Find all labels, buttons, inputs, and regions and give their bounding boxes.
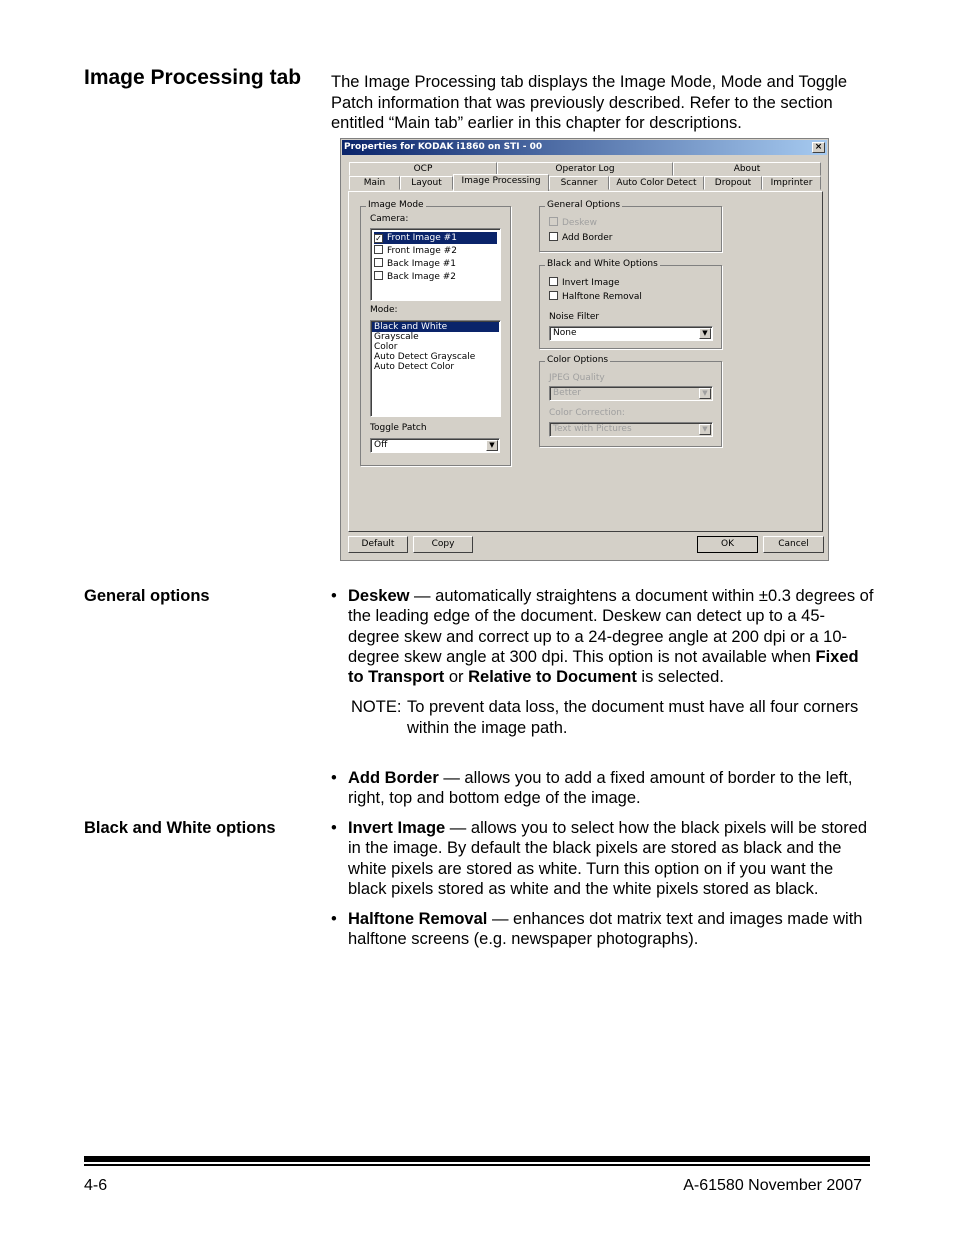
copy-button[interactable]: Copy — [413, 536, 473, 553]
bullet-icon: • — [331, 910, 337, 929]
checkbox-icon[interactable] — [549, 277, 558, 286]
chevron-down-icon[interactable]: ▼ — [699, 424, 711, 435]
deskew-term: Deskew — [348, 587, 410, 605]
general-options-heading: General options — [84, 587, 210, 605]
chevron-down-icon[interactable]: ▼ — [699, 328, 711, 339]
camera-item-back-2[interactable]: Back Image #2 — [374, 271, 497, 283]
tab-imprinter[interactable]: Imprinter — [762, 176, 821, 190]
tab-operator-log[interactable]: Operator Log — [497, 162, 673, 176]
dialog-title: Properties for KODAK i1860 on STI - 00 — [344, 142, 543, 152]
invert-image-checkbox[interactable]: Invert Image — [549, 277, 620, 288]
checkbox-icon[interactable] — [374, 245, 383, 254]
checkbox-icon[interactable] — [549, 291, 558, 300]
tab-ocp[interactable]: OCP — [349, 162, 497, 176]
footer-rule-thick — [84, 1156, 870, 1162]
add-border-term: Add Border — [348, 769, 439, 788]
invert-term: Invert Image — [348, 819, 446, 837]
mode-item-auto-grayscale[interactable]: Auto Detect Grayscale — [374, 352, 476, 362]
tab-image-processing[interactable]: Image Processing — [453, 174, 549, 191]
mode-label: Mode: — [370, 305, 398, 315]
mode-item-color[interactable]: Color — [374, 342, 398, 352]
mode-list[interactable] — [370, 320, 501, 417]
add-border-bullet: • Add Border — allows you to add a fixed amount of border to the left, right, top and bottom edge of the image. — [331, 769, 853, 808]
camera-item-back-1[interactable]: Back Image #1 — [374, 258, 497, 270]
chevron-down-icon[interactable]: ▼ — [699, 388, 711, 399]
camera-item-front-1[interactable]: ✓ Front Image #1 — [374, 232, 497, 244]
general-options-group — [539, 200, 722, 252]
halftone-term: Halftone Removal — [348, 910, 488, 929]
tab-dropout[interactable]: Dropout — [704, 176, 762, 190]
bw-options-body — [331, 818, 876, 960]
checkbox-icon[interactable] — [549, 217, 558, 226]
camera-label: Camera: — [370, 214, 409, 224]
note-label: NOTE: — [351, 698, 402, 717]
invert-bullet: • Invert Image — allows you to select how the black pixels will be stored in the image. By default the black pixels are stored as black and the white pixels are stored as white. Turn this option on if you want the black pixels stored as white and the white pixels stored as black. — [331, 819, 868, 898]
mode-item-bw[interactable]: Black and White — [372, 322, 499, 332]
close-icon[interactable]: × — [812, 142, 825, 153]
deskew-bullet: • Deskew — automatically straightens a document within ±0.3 degrees of the leading edge of the document. Deskew can detect up to a 45-degree skew and correct up to a 24-degree angle at 200 dpi or a 10-degree skew angle at 300 dpi. This option is not available when Fixed to Transport or Relative to Document is selected. — [331, 587, 874, 687]
general-options-body — [331, 586, 876, 819]
deskew-checkbox[interactable]: Deskew — [549, 217, 597, 228]
noise-filter-select[interactable]: None ▼ — [549, 326, 713, 341]
bullet-icon: • — [331, 587, 337, 605]
intro-paragraph: The Image Processing tab displays the Image Mode, Mode and Toggle Patch information that was previously described. Refer to the section entitled “Main tab” earlier in this chapter for descriptions. — [331, 73, 848, 132]
default-button[interactable]: Default — [348, 536, 408, 553]
tab-main[interactable]: Main — [349, 176, 400, 190]
toggle-patch-label: Toggle Patch — [370, 423, 427, 433]
tab-auto-color-detect[interactable]: Auto Color Detect — [609, 176, 704, 190]
bw-options-label: Black and White Options — [547, 259, 658, 269]
camera-list[interactable] — [370, 228, 501, 301]
color-options-label: Color Options — [547, 355, 609, 365]
ok-button[interactable]: OK — [697, 536, 758, 553]
tab-scanner[interactable]: Scanner — [549, 176, 609, 190]
footer-rule-thin — [84, 1164, 870, 1166]
jpeg-quality-label: JPEG Quality — [549, 373, 605, 383]
camera-item-front-2[interactable]: Front Image #2 — [374, 245, 497, 257]
jpeg-quality-select[interactable]: Better ▼ — [549, 386, 713, 401]
note-text: To prevent data loss, the document must have all four corners within the image path. — [407, 698, 859, 737]
tab-layout[interactable]: Layout — [400, 176, 453, 190]
bullet-icon: • — [331, 769, 337, 788]
tab-about[interactable]: About — [673, 162, 821, 176]
checkbox-icon[interactable] — [549, 232, 558, 241]
mode-item-grayscale[interactable]: Grayscale — [374, 332, 419, 342]
checkbox-checked-icon[interactable]: ✓ — [375, 234, 382, 243]
bullet-icon: • — [331, 819, 337, 837]
general-options-label: General Options — [547, 200, 621, 210]
bw-options-heading: Black and White options — [84, 819, 276, 837]
noise-filter-label: Noise Filter — [549, 312, 600, 322]
add-border-checkbox[interactable]: Add Border — [549, 232, 612, 243]
properties-dialog — [340, 138, 829, 561]
note — [351, 697, 876, 738]
cancel-button[interactable]: Cancel — [763, 536, 824, 553]
color-correction-select[interactable]: Text with Pictures ▼ — [549, 422, 713, 437]
page-title: Image Processing tab — [84, 66, 302, 89]
color-correction-label: Color Correction: — [549, 408, 625, 418]
checkbox-icon[interactable] — [374, 271, 383, 280]
halftone-bullet: • Halftone Removal — enhances dot matrix text and images made with halftone screens (e.g. newspaper photographs). — [331, 910, 863, 949]
document-id: A-61580 November 2007 — [683, 1177, 862, 1194]
halftone-removal-checkbox[interactable]: Halftone Removal — [549, 291, 642, 302]
page-number: 4-6 — [84, 1177, 108, 1194]
mode-item-auto-color[interactable]: Auto Detect Color — [374, 362, 455, 372]
image-mode-label: Image Mode — [368, 200, 424, 210]
toggle-patch-select[interactable]: Off ▼ — [370, 438, 500, 453]
dialog-titlebar — [342, 140, 827, 155]
checkbox-icon[interactable] — [374, 258, 383, 267]
chevron-down-icon[interactable]: ▼ — [486, 440, 498, 451]
